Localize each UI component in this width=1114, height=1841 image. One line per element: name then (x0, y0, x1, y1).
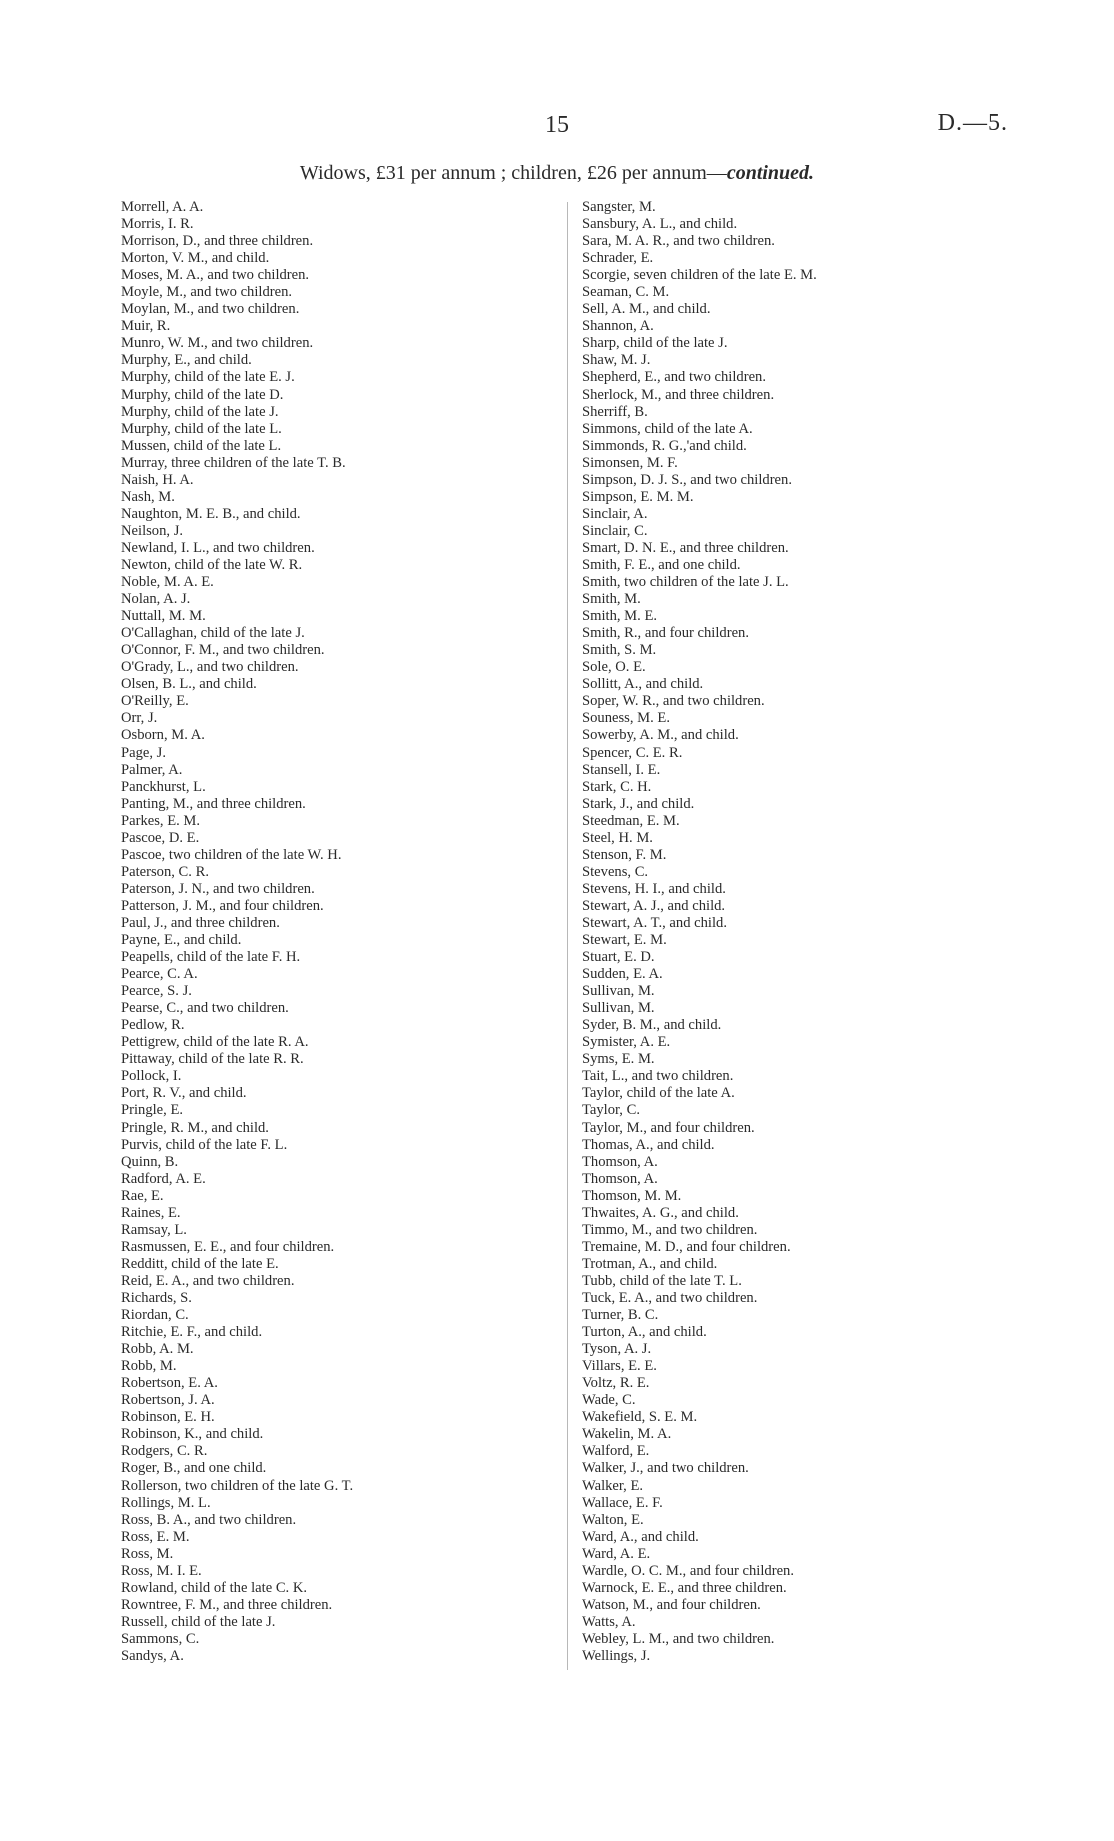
page-number: 15 (545, 112, 569, 138)
list-item: Thomson, A. (582, 1153, 658, 1170)
document-code: D.—5. (937, 110, 1008, 136)
list-item: Simonsen, M. F. (582, 454, 678, 471)
list-item: Seaman, C. M. (582, 284, 670, 301)
list-item: Nash, M. (121, 488, 175, 505)
list-item: Moses, M. A., and two children. (121, 267, 310, 284)
list-item: Murphy, E., and child. (121, 352, 252, 369)
list-item: Syder, B. M., and child. (582, 1017, 722, 1034)
list-item: Purvis, child of the late F. L. (121, 1136, 288, 1153)
list-item: Naughton, M. E. B., and child. (121, 505, 301, 522)
list-item: Smart, D. N. E., and three children. (582, 539, 789, 556)
list-item: Smith, F. E., and one child. (582, 556, 741, 573)
list-item: Rasmussen, E. E., and four children. (121, 1238, 335, 1255)
list-item: Robinson, E. H. (121, 1409, 215, 1426)
list-item: Trotman, A., and child. (582, 1255, 718, 1272)
list-item: Symister, A. E. (582, 1034, 671, 1051)
list-item: Simpson, D. J. S., and two children. (582, 471, 792, 488)
list-item: Robb, A. M. (121, 1341, 194, 1358)
list-item: Quinn, B. (121, 1153, 179, 1170)
list-item: Smith, M. E. (582, 608, 658, 625)
list-item: Ross, E. M. (121, 1528, 190, 1545)
list-item: Sullivan, M. (582, 1000, 655, 1017)
list-item: Paul, J., and three children. (121, 914, 280, 931)
list-item: Pascoe, D. E. (121, 829, 200, 846)
list-item: O'Connor, F. M., and two children. (121, 642, 325, 659)
section-heading (0, 162, 1114, 185)
list-item: Port, R. V., and child. (121, 1085, 247, 1102)
list-item: Mussen, child of the late L. (121, 437, 282, 454)
list-item: Roger, B., and one child. (121, 1460, 267, 1477)
list-item: Patterson, J. M., and four children. (121, 897, 324, 914)
list-item: Pringle, R. M., and child. (121, 1119, 269, 1136)
list-item: Wakefield, S. E. M. (582, 1409, 698, 1426)
list-item: Walker, J., and two children. (582, 1460, 749, 1477)
list-item: Tait, L., and two children. (582, 1068, 734, 1085)
list-item: Robinson, K., and child. (121, 1426, 264, 1443)
list-item: Paterson, J. N., and two children. (121, 880, 315, 897)
list-item: Osborn, M. A. (121, 727, 205, 744)
list-item: Sansbury, A. L., and child. (582, 216, 738, 233)
list-item: Sell, A. M., and child. (582, 301, 711, 318)
list-item: Thomson, A. (582, 1170, 658, 1187)
list-item: Watson, M., and four children. (582, 1596, 761, 1613)
list-item: Thwaites, A. G., and child. (582, 1204, 739, 1221)
list-item: Richards, S. (121, 1290, 192, 1306)
list-item: Steedman, E. M. (582, 812, 680, 829)
list-item: Voltz, R. E. (582, 1375, 650, 1392)
list-item: Tremaine, M. D., and four children. (582, 1238, 791, 1255)
list-item: Robertson, J. A. (121, 1392, 215, 1409)
list-item: Muir, R. (121, 318, 171, 335)
list-item: Thomson, M. M. (582, 1187, 682, 1204)
list-item: Taylor, C. (582, 1102, 640, 1119)
list-item: Smith, M. (582, 591, 641, 608)
list-item: Stark, C. H. (582, 778, 652, 795)
list-item: Simmons, child of the late A. (582, 420, 753, 437)
list-item: Pollock, I. (121, 1068, 182, 1085)
column-divider (567, 202, 568, 1670)
list-item: Sandys, A. (121, 1647, 184, 1664)
list-item: Payne, E., and child. (121, 932, 242, 949)
list-item: Nuttall, M. M. (121, 608, 206, 625)
list-item: Syms, E. M. (582, 1051, 655, 1068)
list-item: Riordan, C. (121, 1307, 189, 1324)
list-item: Stevens, H. I., and child. (582, 880, 726, 897)
list-item: Taylor, child of the late A. (582, 1085, 735, 1102)
list-item: Sollitt, A., and child. (582, 676, 704, 693)
list-item: Newland, I. L., and two children. (121, 539, 315, 556)
list-item: Stansell, I. E. (582, 761, 661, 778)
list-item: Wakelin, M. A. (582, 1426, 672, 1443)
section-heading-main: Widows, £31 per annum ; children, £26 per annum— (299, 162, 727, 184)
list-item: Murphy, child of the late J. (121, 403, 279, 420)
list-item: Paterson, C. R. (121, 863, 209, 880)
list-item: Sherriff, B. (582, 403, 648, 420)
list-item: Ward, A. E. (582, 1545, 651, 1562)
list-item: Shannon, A. (582, 318, 654, 335)
list-item: Smith, S. M. (582, 642, 657, 659)
list-item: Sowerby, A. M., and child. (582, 727, 739, 744)
list-item: Robb, M. (121, 1358, 177, 1375)
list-item: Murphy, child of the late D. (121, 386, 284, 403)
list-item: Walton, E. (582, 1511, 644, 1528)
list-item: Stark, J., and child. (582, 795, 695, 812)
list-item: O'Reilly, E. (121, 693, 189, 710)
list-item: Moyle, M., and two children. (121, 284, 293, 301)
list-item: Rowland, child of the late C. K. (121, 1579, 308, 1596)
list-item: Pringle, E. (121, 1102, 184, 1119)
left-column-list (121, 199, 353, 1665)
list-item: Morrell, A. A. (121, 199, 204, 215)
list-item: Sinclair, A. (582, 505, 648, 522)
list-item: Thomas, A., and child. (582, 1136, 715, 1153)
list-item: Sherlock, M., and three children. (582, 386, 775, 403)
list-item: Rollerson, two children of the late G. T. (121, 1477, 354, 1494)
list-item: Murray, three children of the late T. B. (121, 454, 346, 471)
list-item: Olsen, B. L., and child. (121, 676, 257, 693)
list-item: Noble, M. A. E. (121, 574, 214, 591)
list-item: Timmo, M., and two children. (582, 1221, 758, 1238)
list-item: Pearce, C. A. (121, 966, 198, 983)
list-item: Walker, E. (582, 1477, 644, 1494)
list-item: Webley, L. M., and two children. (582, 1630, 775, 1647)
list-item: Stewart, E. M. (582, 932, 667, 949)
list-item: Ross, B. A., and two children. (121, 1511, 297, 1528)
list-item: Redditt, child of the late E. (121, 1255, 279, 1272)
list-item: O'Grady, L., and two children. (121, 659, 299, 676)
list-item: Neilson, J. (121, 522, 184, 539)
list-item: Pearse, C., and two children. (121, 1000, 289, 1017)
list-item: Tuck, E. A., and two children. (582, 1290, 758, 1306)
list-item: Villars, E. E. (582, 1358, 657, 1375)
list-item: Scorgie, seven children of the late E. M. (582, 267, 817, 284)
list-item: Ritchie, E. F., and child. (121, 1324, 263, 1341)
list-item: Soper, W. R., and two children. (582, 693, 765, 710)
list-item: Turton, A., and child. (582, 1324, 707, 1341)
list-item: Morris, I. R. (121, 216, 194, 233)
list-item: Sammons, C. (121, 1630, 200, 1647)
list-item: Morton, V. M., and child. (121, 250, 270, 267)
list-item: Radford, A. E. (121, 1170, 206, 1187)
list-item: Ward, A., and child. (582, 1528, 699, 1545)
list-item: Morrison, D., and three children. (121, 233, 314, 250)
list-item: Panckhurst, L. (121, 778, 206, 795)
list-item: Palmer, A. (121, 761, 183, 778)
list-item: Smith, two children of the late J. L. (582, 574, 789, 591)
list-item: Stewart, A. T., and child. (582, 914, 727, 931)
list-item: Shepherd, E., and two children. (582, 369, 766, 386)
list-item: Ross, M. I. E. (121, 1562, 202, 1579)
list-item: Page, J. (121, 744, 166, 761)
list-item: Stevens, C. (582, 863, 649, 880)
list-item: Sole, O. E. (582, 659, 646, 676)
list-item: Rodgers, C. R. (121, 1443, 208, 1460)
list-item: Robertson, E. A. (121, 1375, 218, 1392)
list-item: Nolan, A. J. (121, 591, 191, 608)
list-item: Sullivan, M. (582, 983, 655, 1000)
list-item: Sudden, E. A. (582, 966, 663, 983)
list-item: Panting, M., and three children. (121, 795, 306, 812)
section-heading-continued: continued. (726, 162, 815, 184)
list-item: Sharp, child of the late J. (582, 335, 728, 352)
list-item: Pettigrew, child of the late R. A. (121, 1034, 309, 1051)
list-item: O'Callaghan, child of the late J. (121, 625, 305, 642)
right-column-list (578, 199, 817, 1665)
list-item: Newton, child of the late W. R. (121, 556, 303, 573)
list-item: Wardle, O. C. M., and four children. (582, 1562, 795, 1579)
list-item: Turner, B. C. (582, 1307, 659, 1324)
list-item: Stenson, F. M. (582, 846, 667, 863)
list-item: Smith, R., and four children. (582, 625, 749, 642)
list-item: Moylan, M., and two children. (121, 301, 300, 318)
list-item: Sinclair, C. (582, 522, 648, 539)
list-item: Wallace, E. F. (582, 1494, 663, 1511)
list-item: Steel, H. M. (582, 829, 653, 846)
list-item: Wellings, J. (582, 1647, 651, 1664)
list-item: Murphy, child of the late E. J. (121, 369, 295, 386)
list-item: Stuart, E. D. (582, 949, 655, 966)
list-item: Russell, child of the late J. (121, 1613, 276, 1630)
list-item: Pittaway, child of the late R. R. (121, 1051, 304, 1068)
list-item: Pearce, S. J. (121, 983, 192, 1000)
list-item: Sangster, M. (582, 199, 656, 215)
list-item: Simmonds, R. G.,'and child. (582, 437, 747, 454)
list-item: Spencer, C. E. R. (582, 744, 683, 761)
list-item: Peapells, child of the late F. H. (121, 949, 301, 966)
list-item: Tubb, child of the late T. L. (582, 1272, 742, 1289)
list-item: Stewart, A. J., and child. (582, 897, 726, 914)
list-item: Ross, M. (121, 1545, 174, 1562)
list-item: Raines, E. (121, 1204, 181, 1221)
list-item: Simpson, E. M. M. (582, 488, 694, 505)
list-item: Taylor, M., and four children. (582, 1119, 755, 1136)
list-item: Walford, E. (582, 1443, 650, 1460)
list-item: Munro, W. M., and two children. (121, 335, 314, 352)
list-item: Rowntree, F. M., and three children. (121, 1596, 333, 1613)
list-item: Ramsay, L. (121, 1221, 187, 1238)
list-item: Rae, E. (121, 1187, 164, 1204)
list-item: Schrader, E. (582, 250, 654, 267)
list-item: Souness, M. E. (582, 710, 670, 727)
list-item: Tyson, A. J. (582, 1341, 652, 1358)
list-item: Rollings, M. L. (121, 1494, 211, 1511)
list-item: Orr, J. (121, 710, 158, 727)
list-item: Pascoe, two children of the late W. H. (121, 846, 342, 863)
list-item: Sara, M. A. R., and two children. (582, 233, 775, 250)
list-item: Warnock, E. E., and three children. (582, 1579, 787, 1596)
list-item: Reid, E. A., and two children. (121, 1272, 295, 1289)
list-item: Shaw, M. J. (582, 352, 651, 369)
list-item: Naish, H. A. (121, 471, 194, 488)
list-item: Wade, C. (582, 1392, 636, 1409)
list-item: Murphy, child of the late L. (121, 420, 282, 437)
list-item: Parkes, E. M. (121, 812, 201, 829)
list-item: Pedlow, R. (121, 1017, 185, 1034)
list-item: Watts, A. (582, 1613, 636, 1630)
